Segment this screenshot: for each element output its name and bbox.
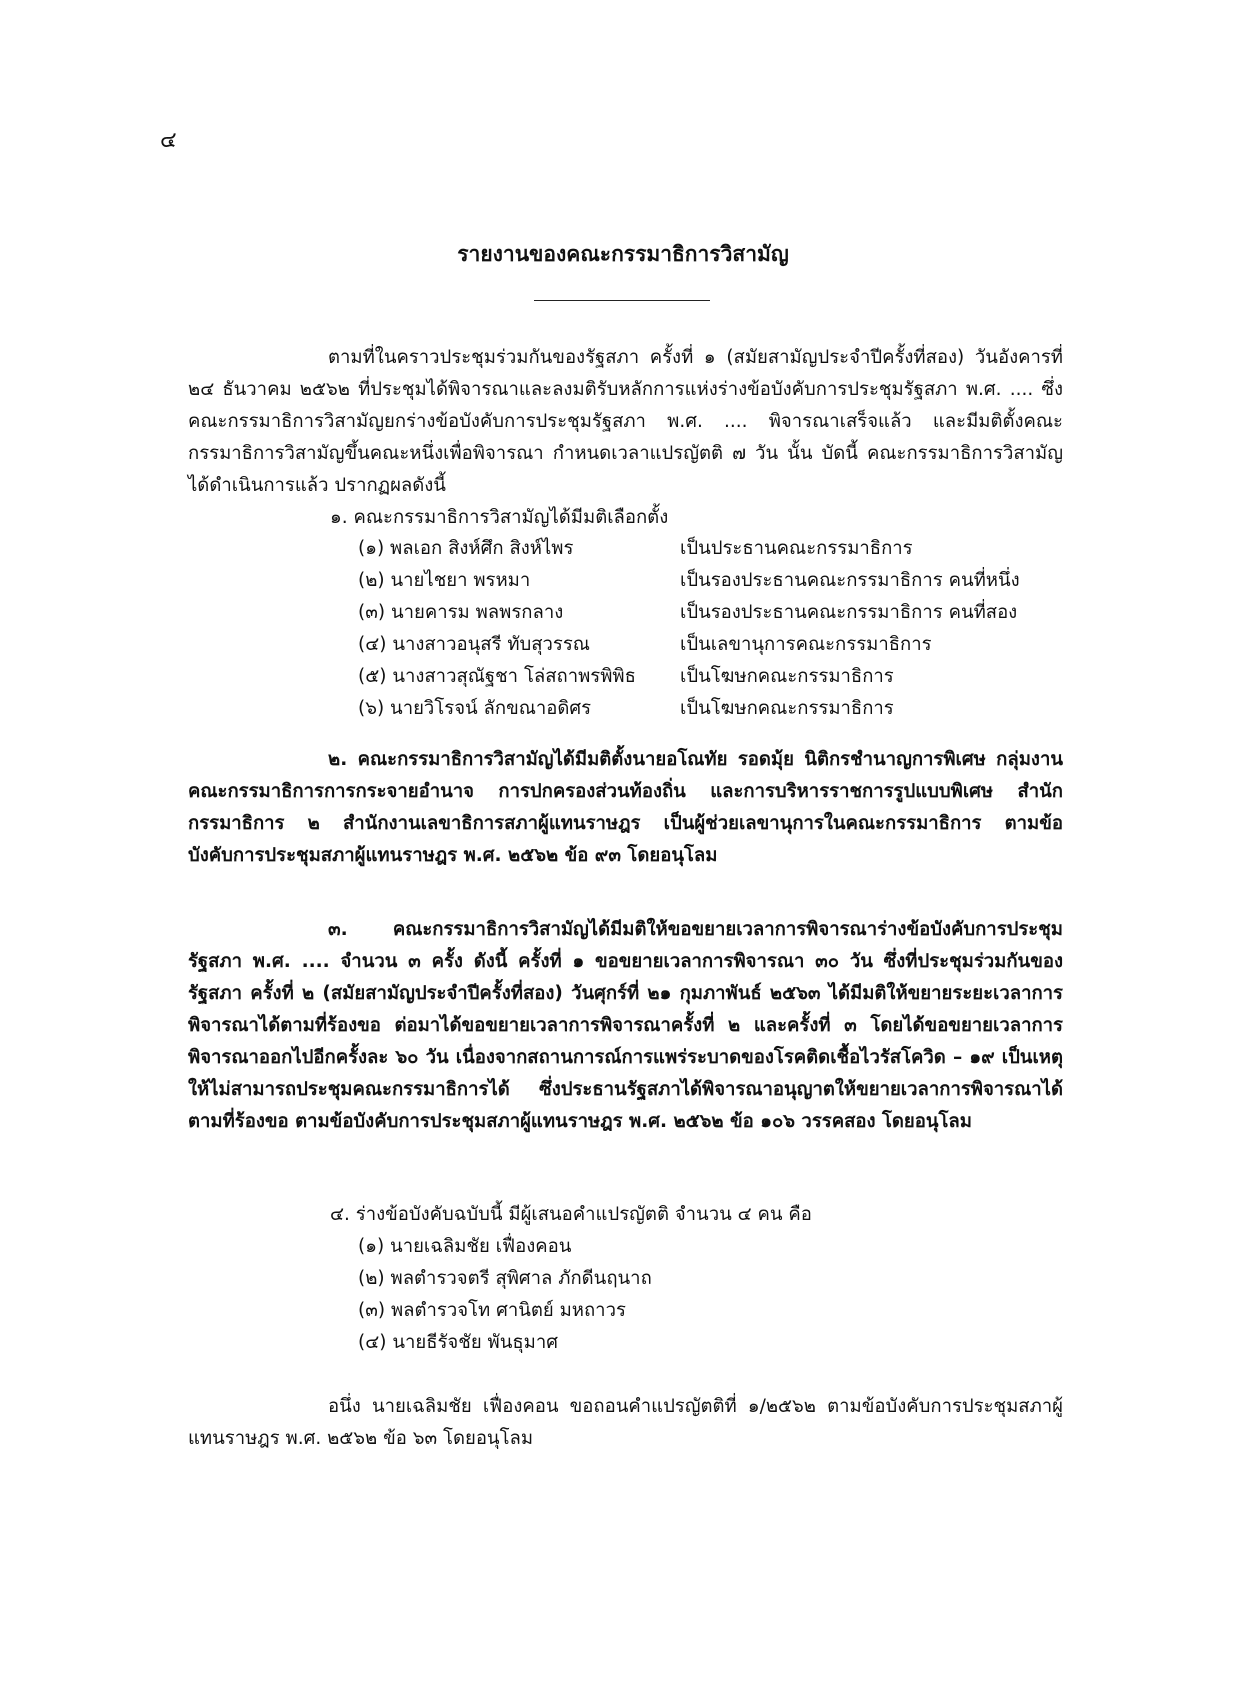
member-role: เป็นรองประธานคณะกรรมาธิการ คนที่หนึ่ง bbox=[680, 570, 1020, 591]
section-2-paragraph bbox=[188, 744, 1063, 872]
intro-paragraph bbox=[188, 342, 1063, 502]
section-4-heading: ๔. ร่างข้อบังคับฉบับนี้ มีผู้เสนอคำแปรญัตติ จำนวน ๔ คน คือ bbox=[330, 1204, 812, 1225]
member-role: เป็นโฆษกคณะกรรมาธิการ bbox=[680, 698, 894, 719]
proposer-item: (๒) พลตำรวจตรี สุพิศาล ภักดีนฤนาถ bbox=[358, 1268, 652, 1289]
member-name: (๔) นางสาวอนุสรี ทับสุวรรณ bbox=[358, 634, 590, 655]
member-name: (๖) นายวิโรจน์ ลักขณาอดิศร bbox=[358, 698, 592, 719]
member-name: (๒) นายไชยา พรหมา bbox=[358, 570, 531, 591]
member-role: เป็นโฆษกคณะกรรมาธิการ bbox=[680, 666, 894, 687]
member-role: เป็นเลขานุการคณะกรรมาธิการ bbox=[680, 634, 932, 655]
member-role: เป็นรองประธานคณะกรรมาธิการ คนที่สอง bbox=[680, 602, 1018, 623]
member-name: (๕) นางสาวสุณัฐชา โล่สถาพรพิพิธ bbox=[358, 666, 636, 687]
section-3-text: ๓. คณะกรรมาธิการวิสามัญได้มีมติให้ขอขยายเวลาการพิจารณาร่างข้อบังคับการประชุมรัฐสภา พ.ศ. .... จำนวน ๓ ครั้ง ดังนี้ ครั้งที่ ๑ ขอขยายเวลาการพิจารณา ๓๐ วัน ซึ่งที่ประชุมร่วมกันของรัฐสภา ครั้งที่ ๒ (สมัยสามัญประจำปีครั้งที่สอง) วันศุกร์ที่ ๒๑ กุมภาพันธ์ ๒๕๖๓ ได้มีมติให้ขยายระยะเวลาการพิจารณาได้ตามที่ร้องขอ ต่อมาได้ขอขยายเวลาการพิจารณาครั้งที่ ๒ และครั้งที่ ๓ โดยได้ขอขยายเวลาการพิจารณาออกไปอีกครั้งละ ๖๐ วัน เนื่องจากสถานการณ์การแพร่ระบาดของโรคติดเชื้อไวรัสโควิด – ๑๙ เป็นเหตุให้ไม่สามารถประชุมคณะกรรมาธิการได้ ซึ่งประธานรัฐสภาได้พิจารณาอนุญาตให้ขยายเวลาการพิจารณาได้ตามที่ร้องขอ ตามข้อบังคับการประชุมสภาผู้แทนราษฎร พ.ศ. ๒๕๖๒ ข้อ ๑๐๖ วรรคสอง โดยอนุโลม bbox=[188, 919, 1063, 1132]
title-divider bbox=[534, 300, 710, 301]
closing-paragraph bbox=[188, 1391, 1063, 1455]
member-row bbox=[358, 661, 1020, 693]
member-row bbox=[358, 597, 1020, 629]
section-3-paragraph bbox=[188, 914, 1063, 1138]
committee-members-list bbox=[358, 533, 1020, 725]
proposer-item: (๑) นายเฉลิมชัย เฟื่องคอน bbox=[358, 1236, 572, 1257]
member-name: (๑) พลเอก สิงห์ศึก สิงห์ไพร bbox=[358, 538, 574, 559]
member-row bbox=[358, 565, 1020, 597]
section-1-heading: ๑. คณะกรรมาธิการวิสามัญได้มีมติเลือกตั้ง bbox=[330, 507, 669, 528]
member-row bbox=[358, 629, 1020, 661]
page-number: ๔ bbox=[160, 128, 177, 153]
amendment-proposers-list bbox=[358, 1231, 652, 1359]
member-row bbox=[358, 693, 1020, 725]
member-name: (๓) นายคารม พลพรกลาง bbox=[358, 602, 564, 623]
section-2-text: ๒. คณะกรรมาธิการวิสามัญได้มีมติตั้งนายอโณทัย รอดมุ้ย นิติกรชำนาญการพิเศษ กลุ่มงานคณะกรรมาธิการการกระจายอำนาจ การปกครองส่วนท้องถิ่น และการบริหารราชการรูปแบบพิเศษ สำนักกรรมาธิการ ๒ สำนักงานเลขาธิการสภาผู้แทนราษฎร เป็นผู้ช่วยเลขานุการในคณะกรรมาธิการ ตามข้อบังคับการประชุมสภาผู้แทนราษฎร พ.ศ. ๒๕๖๒ ข้อ ๙๓ โดยอนุโลม bbox=[188, 749, 1063, 866]
closing-text: อนึ่ง นายเฉลิมชัย เฟื่องคอน ขอถอนคำแปรญัตติที่ ๑/๒๕๖๒ ตามข้อบังคับการประชุมสภาผู้แทนราษฎร พ.ศ. ๒๕๖๒ ข้อ ๖๓ โดยอนุโลม bbox=[188, 1396, 1063, 1449]
report-title: รายงานของคณะกรรมาธิการวิสามัญ bbox=[457, 242, 789, 266]
member-row bbox=[358, 533, 1020, 565]
proposer-item: (๔) นายธีรัจชัย พันธุมาศ bbox=[358, 1332, 558, 1353]
member-role: เป็นประธานคณะกรรมาธิการ bbox=[680, 538, 913, 559]
intro-text: ตามที่ในคราวประชุมร่วมกันของรัฐสภา ครั้งที่ ๑ (สมัยสามัญประจำปีครั้งที่สอง) วันอังคารที่ ๒๔ ธันวาคม ๒๕๖๒ ที่ประชุมได้พิจารณาและลงมติรับหลักการแห่งร่างข้อบังคับการประชุมรัฐสภา พ.ศ. .... ซึ่งคณะกรรมาธิการวิสามัญยกร่างข้อบังคับการประชุมรัฐสภา พ.ศ. .... พิจารณาเสร็จแล้ว และมีมติตั้งคณะกรรมาธิการวิสามัญขึ้นคณะหนึ่งเพื่อพิจารณา กำหนดเวลาแปรญัตติ ๗ วัน นั้น บัดนี้ คณะกรรมาธิการวิสามัญได้ดำเนินการแล้ว ปรากฏผลดังนี้ bbox=[188, 347, 1063, 496]
proposer-item: (๓) พลตำรวจโท ศานิตย์ มหถาวร bbox=[358, 1300, 626, 1321]
